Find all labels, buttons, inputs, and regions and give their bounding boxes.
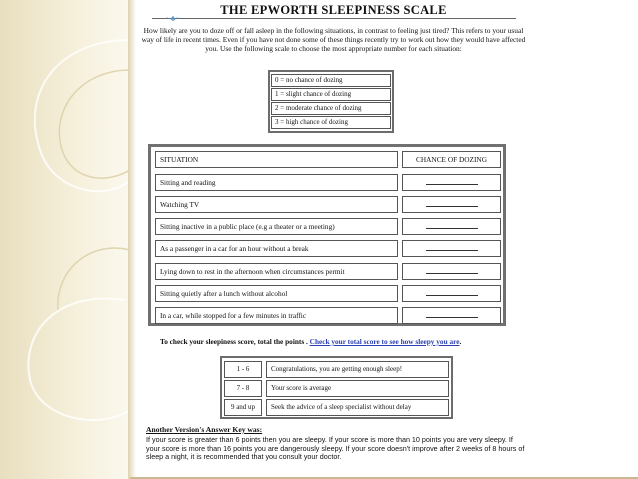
score-meaning: Your score is average xyxy=(266,380,449,397)
score-meaning: Congratulations, you are getting enough sleep! xyxy=(266,361,449,378)
dozing-scale-box xyxy=(268,70,394,133)
situation-table xyxy=(148,144,506,326)
check-end: . xyxy=(459,337,462,346)
situation-cell: As a passenger in a car for an hour without a break xyxy=(155,240,398,257)
ornament-icon: ~♣~ xyxy=(166,14,180,23)
title-rule xyxy=(152,18,516,19)
chance-header: CHANCE OF DOZING xyxy=(402,151,501,168)
intro-paragraph: How likely are you to doze off or fall asleep in the following situations, in contrast to feeling just tired? This refers to your usual way of life in recent times. Even if you have not done some of these things recently try to work out how they would have affected you. Use the following scale to choose the most appropriate number for each situation: xyxy=(141,26,526,54)
score-blank[interactable] xyxy=(402,240,501,257)
table-row xyxy=(155,240,499,257)
situation-cell: In a car, while stopped for a few minutes in traffic xyxy=(155,307,398,324)
score-blank[interactable] xyxy=(402,174,501,191)
situation-cell: Sitting and reading xyxy=(155,174,398,191)
situation-header: SITUATION xyxy=(155,151,398,168)
situation-cell: Lying down to rest in the afternoon when circumstances permit xyxy=(155,263,398,280)
situation-cell: Watching TV xyxy=(155,196,398,213)
situation-cell: Sitting quietly after a lunch without alcohol xyxy=(155,285,398,302)
table-row xyxy=(155,174,499,191)
document xyxy=(136,0,531,479)
table-row xyxy=(155,196,499,213)
score-range: 9 and up xyxy=(224,399,262,416)
another-version-heading: Another Version's Answer Key was: xyxy=(146,425,263,434)
check-score-line xyxy=(160,337,530,346)
table-row xyxy=(155,285,499,302)
situation-cell: Sitting inactive in a public place (e.g a theater or a meeting) xyxy=(155,218,398,235)
score-blank[interactable] xyxy=(402,307,501,324)
scale-row-3: 3 = high chance of dozing xyxy=(271,116,391,129)
table-row xyxy=(224,399,449,416)
check-text: To check your sleepiness score, total the points . xyxy=(160,337,310,346)
table-row xyxy=(155,218,499,235)
scale-row-0: 0 = no chance of dozing xyxy=(271,74,391,87)
answer-key-paragraph: If your score is greater than 6 points then you are sleepy. If your score is more than 10 points you are very sleepy. If your score is more than 16 points you are dangerously sleepy. If your score doesn't improve after 2 weeks of 8 hours of sleep a night, it is recommended that you consult your doctor. xyxy=(146,435,525,462)
page-title: THE EPWORTH SLEEPINESS SCALE xyxy=(220,3,447,17)
situation-header-row xyxy=(155,151,499,168)
check-score-link[interactable]: Check your total score to see how sleepy you are xyxy=(309,337,460,346)
table-row xyxy=(155,307,499,324)
score-range: 1 - 6 xyxy=(224,361,262,378)
table-row xyxy=(155,263,499,280)
scale-row-1: 1 = slight chance of dozing xyxy=(271,88,391,101)
score-table xyxy=(220,356,453,419)
score-blank[interactable] xyxy=(402,196,501,213)
score-blank[interactable] xyxy=(402,263,501,280)
table-row xyxy=(224,361,449,378)
scale-row-2: 2 = moderate chance of dozing xyxy=(271,102,391,115)
score-blank[interactable] xyxy=(402,218,501,235)
decorative-sidebar xyxy=(0,0,130,479)
score-blank[interactable] xyxy=(402,285,501,302)
table-row xyxy=(224,380,449,397)
score-range: 7 - 8 xyxy=(224,380,262,397)
score-meaning: Seek the advice of a sleep specialist without delay xyxy=(266,399,449,416)
sidebar-fold xyxy=(128,0,136,479)
swirl-decoration-icon xyxy=(0,0,130,479)
